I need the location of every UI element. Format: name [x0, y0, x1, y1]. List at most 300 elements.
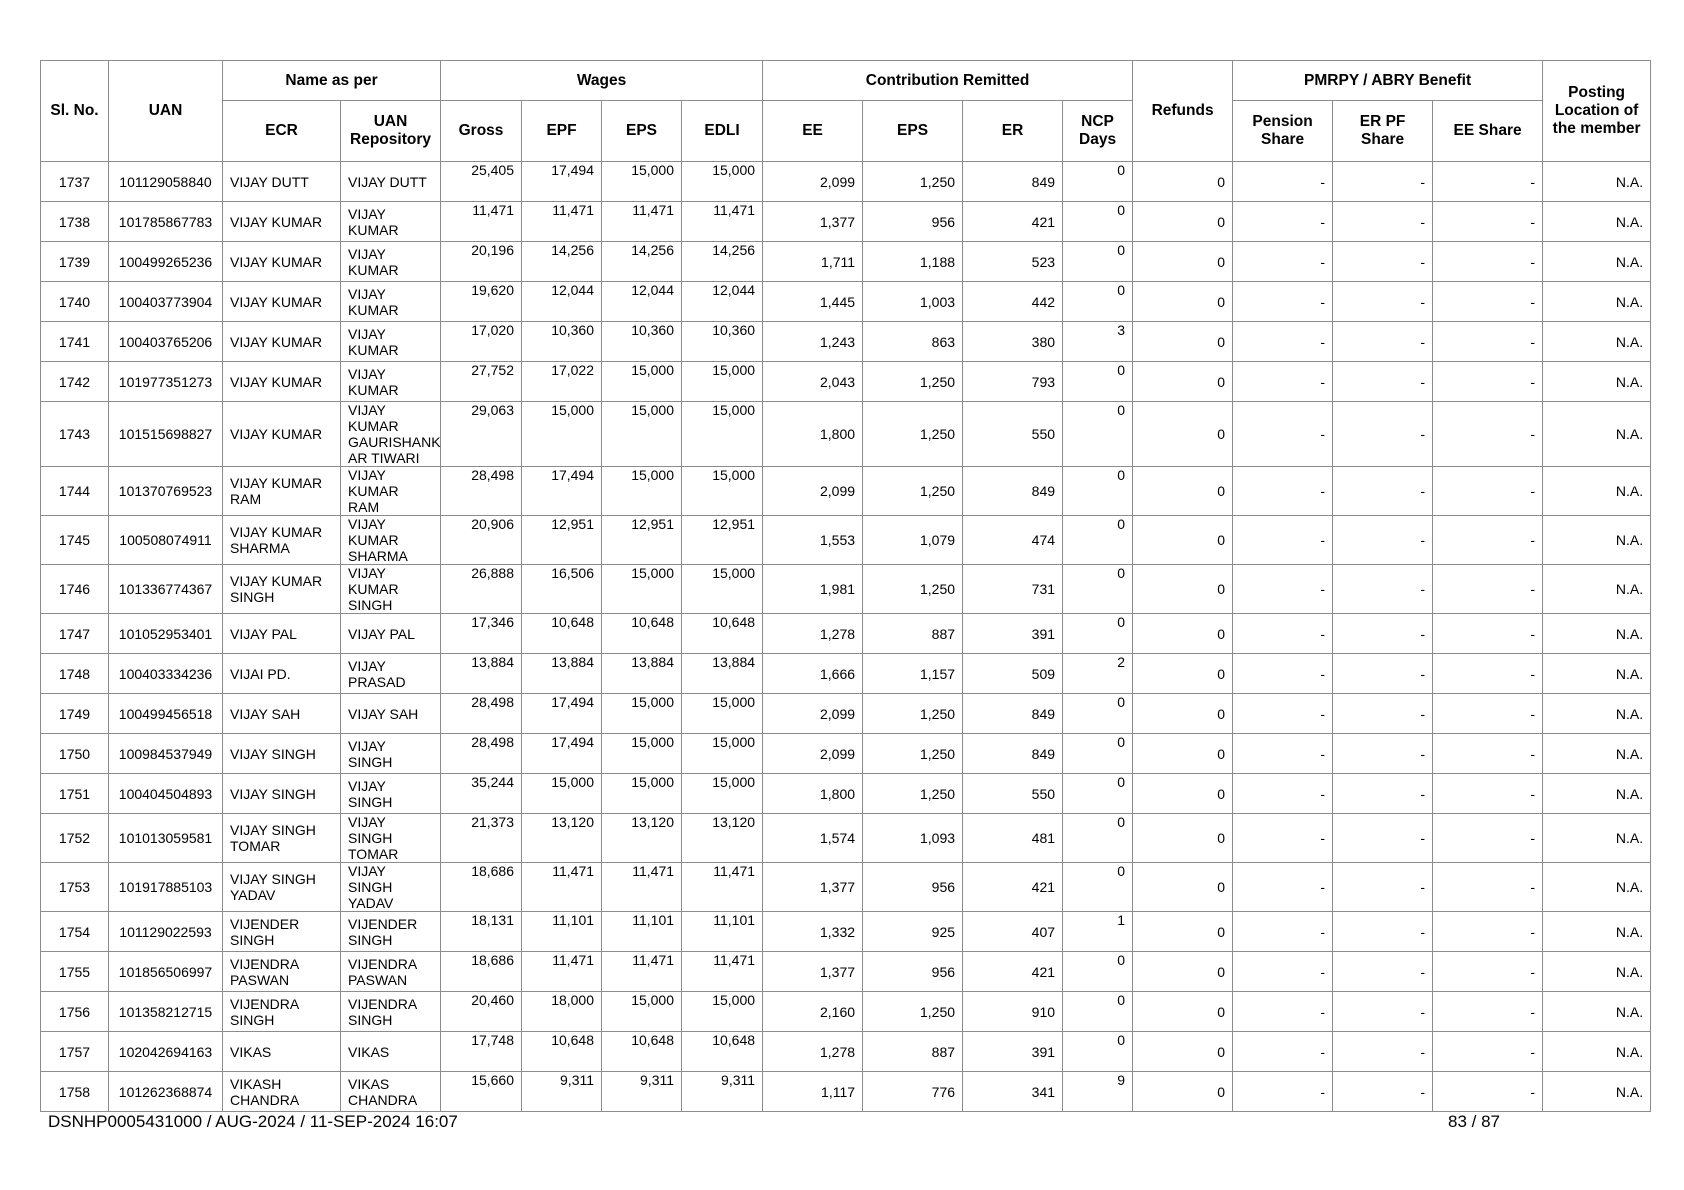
cell-edli: 11,471: [682, 952, 763, 992]
cell-contribution-eps: 776: [863, 1072, 963, 1112]
cell-pension-share: -: [1233, 516, 1333, 565]
cell-uan-repository-name: VIJAY SINGH: [341, 774, 441, 814]
cell-posting-location: N.A.: [1543, 814, 1651, 863]
cell-edli: 15,000: [682, 402, 763, 467]
cell-uan-repository-name: VIJAY KUMAR SHARMA: [341, 516, 441, 565]
cell-gross: 18,686: [441, 863, 522, 912]
cell-pension-share: -: [1233, 614, 1333, 654]
col-refunds: Refunds: [1133, 61, 1233, 162]
cell-ecr-name: VIJAY SINGH: [223, 734, 341, 774]
cell-uan: 100499265236: [109, 242, 223, 282]
group-wages: Wages: [441, 61, 763, 101]
cell-sl-no: 1746: [41, 565, 109, 614]
cell-epf: 13,120: [522, 814, 602, 863]
cell-pension-share: -: [1233, 322, 1333, 362]
cell-ee-share: -: [1433, 863, 1543, 912]
cell-epf: 10,360: [522, 322, 602, 362]
cell-gross: 20,906: [441, 516, 522, 565]
cell-ee: 1,332: [763, 912, 863, 952]
cell-refunds: 0: [1133, 952, 1233, 992]
cell-ncp-days: 9: [1063, 1072, 1133, 1112]
cell-ncp-days: 3: [1063, 322, 1133, 362]
cell-gross: 20,196: [441, 242, 522, 282]
cell-gross: 27,752: [441, 362, 522, 402]
cell-contribution-eps: 1,003: [863, 282, 963, 322]
cell-ecr-name: VIJAI PD.: [223, 654, 341, 694]
cell-uan: 101785867783: [109, 202, 223, 242]
table-row: [41, 467, 1651, 516]
cell-uan: 101358212715: [109, 992, 223, 1032]
cell-er-pf-share: -: [1333, 402, 1433, 467]
table-row: [41, 614, 1651, 654]
cell-ecr-name: VIJAY KUMAR: [223, 322, 341, 362]
cell-uan-repository-name: VIJENDRA PASWAN: [341, 952, 441, 992]
col-posting-location: Posting Location of the member: [1543, 61, 1651, 162]
cell-pension-share: -: [1233, 734, 1333, 774]
table-row: [41, 992, 1651, 1032]
cell-eps: 10,360: [602, 322, 682, 362]
cell-posting-location: N.A.: [1543, 402, 1651, 467]
cell-posting-location: N.A.: [1543, 242, 1651, 282]
cell-ee-share: -: [1433, 202, 1543, 242]
cell-contribution-eps: 956: [863, 952, 963, 992]
cell-er: 509: [963, 654, 1063, 694]
cell-sl-no: 1748: [41, 654, 109, 694]
cell-gross: 18,131: [441, 912, 522, 952]
cell-ee: 1,243: [763, 322, 863, 362]
cell-eps: 11,471: [602, 863, 682, 912]
cell-contribution-eps: 1,250: [863, 734, 963, 774]
cell-ee: 2,099: [763, 734, 863, 774]
table-row: [41, 814, 1651, 863]
cell-ee-share: -: [1433, 1032, 1543, 1072]
cell-ncp-days: 0: [1063, 282, 1133, 322]
cell-uan: 101262368874: [109, 1072, 223, 1112]
col-ecr: ECR: [223, 101, 341, 162]
cell-contribution-eps: 887: [863, 1032, 963, 1072]
table-row: [41, 162, 1651, 202]
cell-er: 421: [963, 952, 1063, 992]
cell-pension-share: -: [1233, 814, 1333, 863]
cell-uan: 101515698827: [109, 402, 223, 467]
cell-pension-share: -: [1233, 467, 1333, 516]
cell-ncp-days: 0: [1063, 402, 1133, 467]
cell-pension-share: -: [1233, 774, 1333, 814]
cell-posting-location: N.A.: [1543, 202, 1651, 242]
cell-ncp-days: 0: [1063, 992, 1133, 1032]
cell-ee-share: -: [1433, 322, 1543, 362]
cell-er: 391: [963, 1032, 1063, 1072]
table-row: [41, 1072, 1651, 1112]
cell-ncp-days: 0: [1063, 202, 1133, 242]
cell-uan-repository-name: VIJAY SINGH: [341, 734, 441, 774]
cell-eps: 12,044: [602, 282, 682, 322]
cell-contribution-eps: 1,250: [863, 467, 963, 516]
cell-refunds: 0: [1133, 694, 1233, 734]
cell-uan: 100499456518: [109, 694, 223, 734]
cell-ee-share: -: [1433, 654, 1543, 694]
cell-pension-share: -: [1233, 912, 1333, 952]
cell-refunds: 0: [1133, 565, 1233, 614]
cell-edli: 15,000: [682, 992, 763, 1032]
cell-ee-share: -: [1433, 362, 1543, 402]
cell-refunds: 0: [1133, 614, 1233, 654]
cell-ecr-name: VIJAY SAH: [223, 694, 341, 734]
col-uan: UAN: [109, 61, 223, 162]
cell-ee-share: -: [1433, 912, 1543, 952]
cell-edli: 13,120: [682, 814, 763, 863]
cell-refunds: 0: [1133, 912, 1233, 952]
cell-refunds: 0: [1133, 774, 1233, 814]
cell-posting-location: N.A.: [1543, 516, 1651, 565]
cell-eps: 15,000: [602, 734, 682, 774]
cell-refunds: 0: [1133, 863, 1233, 912]
cell-ee: 2,099: [763, 162, 863, 202]
cell-gross: 28,498: [441, 467, 522, 516]
cell-eps: 15,000: [602, 774, 682, 814]
cell-uan: 101129022593: [109, 912, 223, 952]
table-row: [41, 1032, 1651, 1072]
cell-ee: 1,377: [763, 202, 863, 242]
cell-er: 550: [963, 774, 1063, 814]
cell-posting-location: N.A.: [1543, 912, 1651, 952]
cell-epf: 10,648: [522, 1032, 602, 1072]
cell-er-pf-share: -: [1333, 694, 1433, 734]
cell-eps: 12,951: [602, 516, 682, 565]
cell-ee: 1,711: [763, 242, 863, 282]
cell-uan-repository-name: VIJAY KUMAR SINGH: [341, 565, 441, 614]
table-row: [41, 362, 1651, 402]
cell-ee-share: -: [1433, 1072, 1543, 1112]
cell-posting-location: N.A.: [1543, 362, 1651, 402]
col-uan-repository: UAN Repository: [341, 101, 441, 162]
cell-ee-share: -: [1433, 814, 1543, 863]
cell-er-pf-share: -: [1333, 992, 1433, 1032]
cell-contribution-eps: 956: [863, 863, 963, 912]
cell-er-pf-share: -: [1333, 1072, 1433, 1112]
cell-er-pf-share: -: [1333, 912, 1433, 952]
cell-refunds: 0: [1133, 654, 1233, 694]
cell-er-pf-share: -: [1333, 952, 1433, 992]
cell-uan-repository-name: VIJAY DUTT: [341, 162, 441, 202]
cell-pension-share: -: [1233, 694, 1333, 734]
table-row: [41, 654, 1651, 694]
cell-refunds: 0: [1133, 162, 1233, 202]
cell-contribution-eps: 1,250: [863, 402, 963, 467]
group-pmrpy-abry: PMRPY / ABRY Benefit: [1233, 61, 1543, 101]
cell-eps: 10,648: [602, 614, 682, 654]
cell-sl-no: 1750: [41, 734, 109, 774]
cell-ee: 1,666: [763, 654, 863, 694]
table-row: [41, 774, 1651, 814]
cell-ee-share: -: [1433, 565, 1543, 614]
cell-contribution-eps: 956: [863, 202, 963, 242]
cell-contribution-eps: 863: [863, 322, 963, 362]
cell-er-pf-share: -: [1333, 362, 1433, 402]
cell-ee-share: -: [1433, 467, 1543, 516]
cell-ncp-days: 0: [1063, 362, 1133, 402]
table-row: [41, 242, 1651, 282]
cell-er: 550: [963, 402, 1063, 467]
col-eps: EPS: [602, 101, 682, 162]
cell-uan-repository-name: VIJAY KUMAR: [341, 322, 441, 362]
cell-er-pf-share: -: [1333, 467, 1433, 516]
cell-eps: 15,000: [602, 694, 682, 734]
cell-gross: 28,498: [441, 734, 522, 774]
cell-ee: 1,800: [763, 774, 863, 814]
cell-uan-repository-name: VIJAY SINGH YADAV: [341, 863, 441, 912]
cell-er: 731: [963, 565, 1063, 614]
cell-er-pf-share: -: [1333, 162, 1433, 202]
cell-epf: 9,311: [522, 1072, 602, 1112]
cell-pension-share: -: [1233, 863, 1333, 912]
cell-epf: 12,951: [522, 516, 602, 565]
cell-posting-location: N.A.: [1543, 863, 1651, 912]
cell-gross: 17,748: [441, 1032, 522, 1072]
cell-uan-repository-name: VIJAY KUMAR: [341, 242, 441, 282]
cell-refunds: 0: [1133, 516, 1233, 565]
cell-epf: 10,648: [522, 614, 602, 654]
cell-gross: 28,498: [441, 694, 522, 734]
cell-gross: 17,020: [441, 322, 522, 362]
cell-er-pf-share: -: [1333, 863, 1433, 912]
cell-ncp-days: 2: [1063, 654, 1133, 694]
cell-refunds: 0: [1133, 467, 1233, 516]
cell-er: 442: [963, 282, 1063, 322]
cell-refunds: 0: [1133, 362, 1233, 402]
cell-posting-location: N.A.: [1543, 614, 1651, 654]
cell-ee: 1,553: [763, 516, 863, 565]
cell-uan: 100403773904: [109, 282, 223, 322]
cell-epf: 11,471: [522, 863, 602, 912]
cell-er-pf-share: -: [1333, 614, 1433, 654]
cell-eps: 11,471: [602, 952, 682, 992]
cell-contribution-eps: 1,188: [863, 242, 963, 282]
cell-sl-no: 1754: [41, 912, 109, 952]
cell-ncp-days: 0: [1063, 516, 1133, 565]
cell-edli: 13,884: [682, 654, 763, 694]
cell-uan-repository-name: VIJENDRA SINGH: [341, 992, 441, 1032]
table-row: [41, 322, 1651, 362]
cell-epf: 17,494: [522, 694, 602, 734]
cell-gross: 17,346: [441, 614, 522, 654]
cell-ecr-name: VIJENDER SINGH: [223, 912, 341, 952]
cell-ee: 2,160: [763, 992, 863, 1032]
cell-epf: 16,506: [522, 565, 602, 614]
cell-ee: 2,099: [763, 467, 863, 516]
cell-pension-share: -: [1233, 952, 1333, 992]
cell-eps: 11,471: [602, 202, 682, 242]
cell-ecr-name: VIJAY SINGH: [223, 774, 341, 814]
cell-edli: 10,648: [682, 614, 763, 654]
cell-eps: 15,000: [602, 162, 682, 202]
cell-er: 793: [963, 362, 1063, 402]
cell-edli: 15,000: [682, 565, 763, 614]
cell-ecr-name: VIKASH CHANDRA: [223, 1072, 341, 1112]
cell-epf: 15,000: [522, 402, 602, 467]
cell-epf: 11,471: [522, 952, 602, 992]
cell-ee-share: -: [1433, 952, 1543, 992]
cell-epf: 11,471: [522, 202, 602, 242]
cell-er: 341: [963, 1072, 1063, 1112]
col-ee: EE: [763, 101, 863, 162]
table-row: [41, 952, 1651, 992]
cell-edli: 15,000: [682, 774, 763, 814]
cell-posting-location: N.A.: [1543, 467, 1651, 516]
cell-eps: 15,000: [602, 565, 682, 614]
cell-gross: 18,686: [441, 952, 522, 992]
cell-ncp-days: 0: [1063, 774, 1133, 814]
cell-gross: 25,405: [441, 162, 522, 202]
cell-sl-no: 1758: [41, 1072, 109, 1112]
cell-uan-repository-name: VIJAY SAH: [341, 694, 441, 734]
cell-posting-location: N.A.: [1543, 774, 1651, 814]
cell-ee: 1,117: [763, 1072, 863, 1112]
cell-er-pf-share: -: [1333, 774, 1433, 814]
cell-er: 523: [963, 242, 1063, 282]
cell-uan: 100508074911: [109, 516, 223, 565]
col-pension-share: Pension Share: [1233, 101, 1333, 162]
cell-uan: 101856506997: [109, 952, 223, 992]
cell-edli: 10,648: [682, 1032, 763, 1072]
cell-ee-share: -: [1433, 162, 1543, 202]
cell-ncp-days: 0: [1063, 565, 1133, 614]
cell-sl-no: 1742: [41, 362, 109, 402]
cell-eps: 13,120: [602, 814, 682, 863]
cell-uan: 102042694163: [109, 1032, 223, 1072]
cell-gross: 20,460: [441, 992, 522, 1032]
cell-ecr-name: VIJENDRA SINGH: [223, 992, 341, 1032]
cell-er-pf-share: -: [1333, 734, 1433, 774]
cell-er: 910: [963, 992, 1063, 1032]
col-ee-share: EE Share: [1433, 101, 1543, 162]
cell-er-pf-share: -: [1333, 242, 1433, 282]
table-row: [41, 202, 1651, 242]
cell-eps: 15,000: [602, 402, 682, 467]
cell-edli: 15,000: [682, 467, 763, 516]
cell-uan: 100403334236: [109, 654, 223, 694]
cell-er-pf-share: -: [1333, 282, 1433, 322]
cell-pension-share: -: [1233, 202, 1333, 242]
col-gross: Gross: [441, 101, 522, 162]
cell-gross: 15,660: [441, 1072, 522, 1112]
cell-pension-share: -: [1233, 162, 1333, 202]
cell-posting-location: N.A.: [1543, 952, 1651, 992]
cell-epf: 15,000: [522, 774, 602, 814]
cell-refunds: 0: [1133, 402, 1233, 467]
cell-epf: 12,044: [522, 282, 602, 322]
cell-sl-no: 1751: [41, 774, 109, 814]
cell-ecr-name: VIJAY KUMAR: [223, 242, 341, 282]
cell-edli: 11,101: [682, 912, 763, 952]
cell-ee-share: -: [1433, 694, 1543, 734]
cell-ncp-days: 0: [1063, 863, 1133, 912]
cell-contribution-eps: 1,250: [863, 362, 963, 402]
cell-ee-share: -: [1433, 614, 1543, 654]
cell-uan: 101129058840: [109, 162, 223, 202]
table-row: [41, 565, 1651, 614]
cell-sl-no: 1752: [41, 814, 109, 863]
cell-pension-share: -: [1233, 242, 1333, 282]
cell-contribution-eps: 1,250: [863, 694, 963, 734]
cell-gross: 13,884: [441, 654, 522, 694]
cell-ecr-name: VIJAY KUMAR: [223, 202, 341, 242]
cell-ecr-name: VIJAY SINGH TOMAR: [223, 814, 341, 863]
cell-ncp-days: 0: [1063, 952, 1133, 992]
cell-epf: 18,000: [522, 992, 602, 1032]
cell-pension-share: -: [1233, 565, 1333, 614]
cell-uan: 101370769523: [109, 467, 223, 516]
cell-sl-no: 1739: [41, 242, 109, 282]
cell-epf: 17,494: [522, 734, 602, 774]
cell-er: 391: [963, 614, 1063, 654]
cell-contribution-eps: 1,093: [863, 814, 963, 863]
cell-posting-location: N.A.: [1543, 1032, 1651, 1072]
cell-gross: 35,244: [441, 774, 522, 814]
cell-gross: 11,471: [441, 202, 522, 242]
cell-uan: 101336774367: [109, 565, 223, 614]
cell-sl-no: 1740: [41, 282, 109, 322]
table-row: [41, 734, 1651, 774]
cell-ncp-days: 0: [1063, 162, 1133, 202]
cell-er: 849: [963, 162, 1063, 202]
cell-ee: 2,043: [763, 362, 863, 402]
cell-er-pf-share: -: [1333, 565, 1433, 614]
cell-ee: 1,278: [763, 614, 863, 654]
cell-epf: 11,101: [522, 912, 602, 952]
cell-eps: 10,648: [602, 1032, 682, 1072]
cell-contribution-eps: 925: [863, 912, 963, 952]
cell-edli: 15,000: [682, 694, 763, 734]
cell-refunds: 0: [1133, 992, 1233, 1032]
col-epf: EPF: [522, 101, 602, 162]
cell-er: 849: [963, 734, 1063, 774]
cell-ee: 1,377: [763, 863, 863, 912]
cell-uan: 101917885103: [109, 863, 223, 912]
cell-ee: 1,574: [763, 814, 863, 863]
cell-sl-no: 1747: [41, 614, 109, 654]
cell-uan: 100403765206: [109, 322, 223, 362]
col-er-pf-share: ER PF Share: [1333, 101, 1433, 162]
cell-sl-no: 1755: [41, 952, 109, 992]
cell-edli: 10,360: [682, 322, 763, 362]
cell-ecr-name: VIJAY KUMAR RAM: [223, 467, 341, 516]
cell-ncp-days: 1: [1063, 912, 1133, 952]
cell-uan-repository-name: VIJAY KUMAR: [341, 282, 441, 322]
cell-er-pf-share: -: [1333, 814, 1433, 863]
cell-sl-no: 1757: [41, 1032, 109, 1072]
cell-ncp-days: 0: [1063, 814, 1133, 863]
table-row: [41, 516, 1651, 565]
cell-ecr-name: VIKAS: [223, 1032, 341, 1072]
cell-ncp-days: 0: [1063, 734, 1133, 774]
cell-ee: 1,278: [763, 1032, 863, 1072]
cell-uan-repository-name: VIJAY PRASAD: [341, 654, 441, 694]
cell-contribution-eps: 1,250: [863, 162, 963, 202]
cell-pension-share: -: [1233, 992, 1333, 1032]
col-sl-no: Sl. No.: [41, 61, 109, 162]
cell-er: 849: [963, 694, 1063, 734]
cell-ecr-name: VIJAY KUMAR: [223, 362, 341, 402]
cell-posting-location: N.A.: [1543, 734, 1651, 774]
table-row: [41, 863, 1651, 912]
cell-edli: 11,471: [682, 202, 763, 242]
cell-refunds: 0: [1133, 1032, 1233, 1072]
cell-uan-repository-name: VIKAS: [341, 1032, 441, 1072]
cell-ecr-name: VIJAY KUMAR: [223, 402, 341, 467]
cell-uan: 100984537949: [109, 734, 223, 774]
cell-er: 407: [963, 912, 1063, 952]
